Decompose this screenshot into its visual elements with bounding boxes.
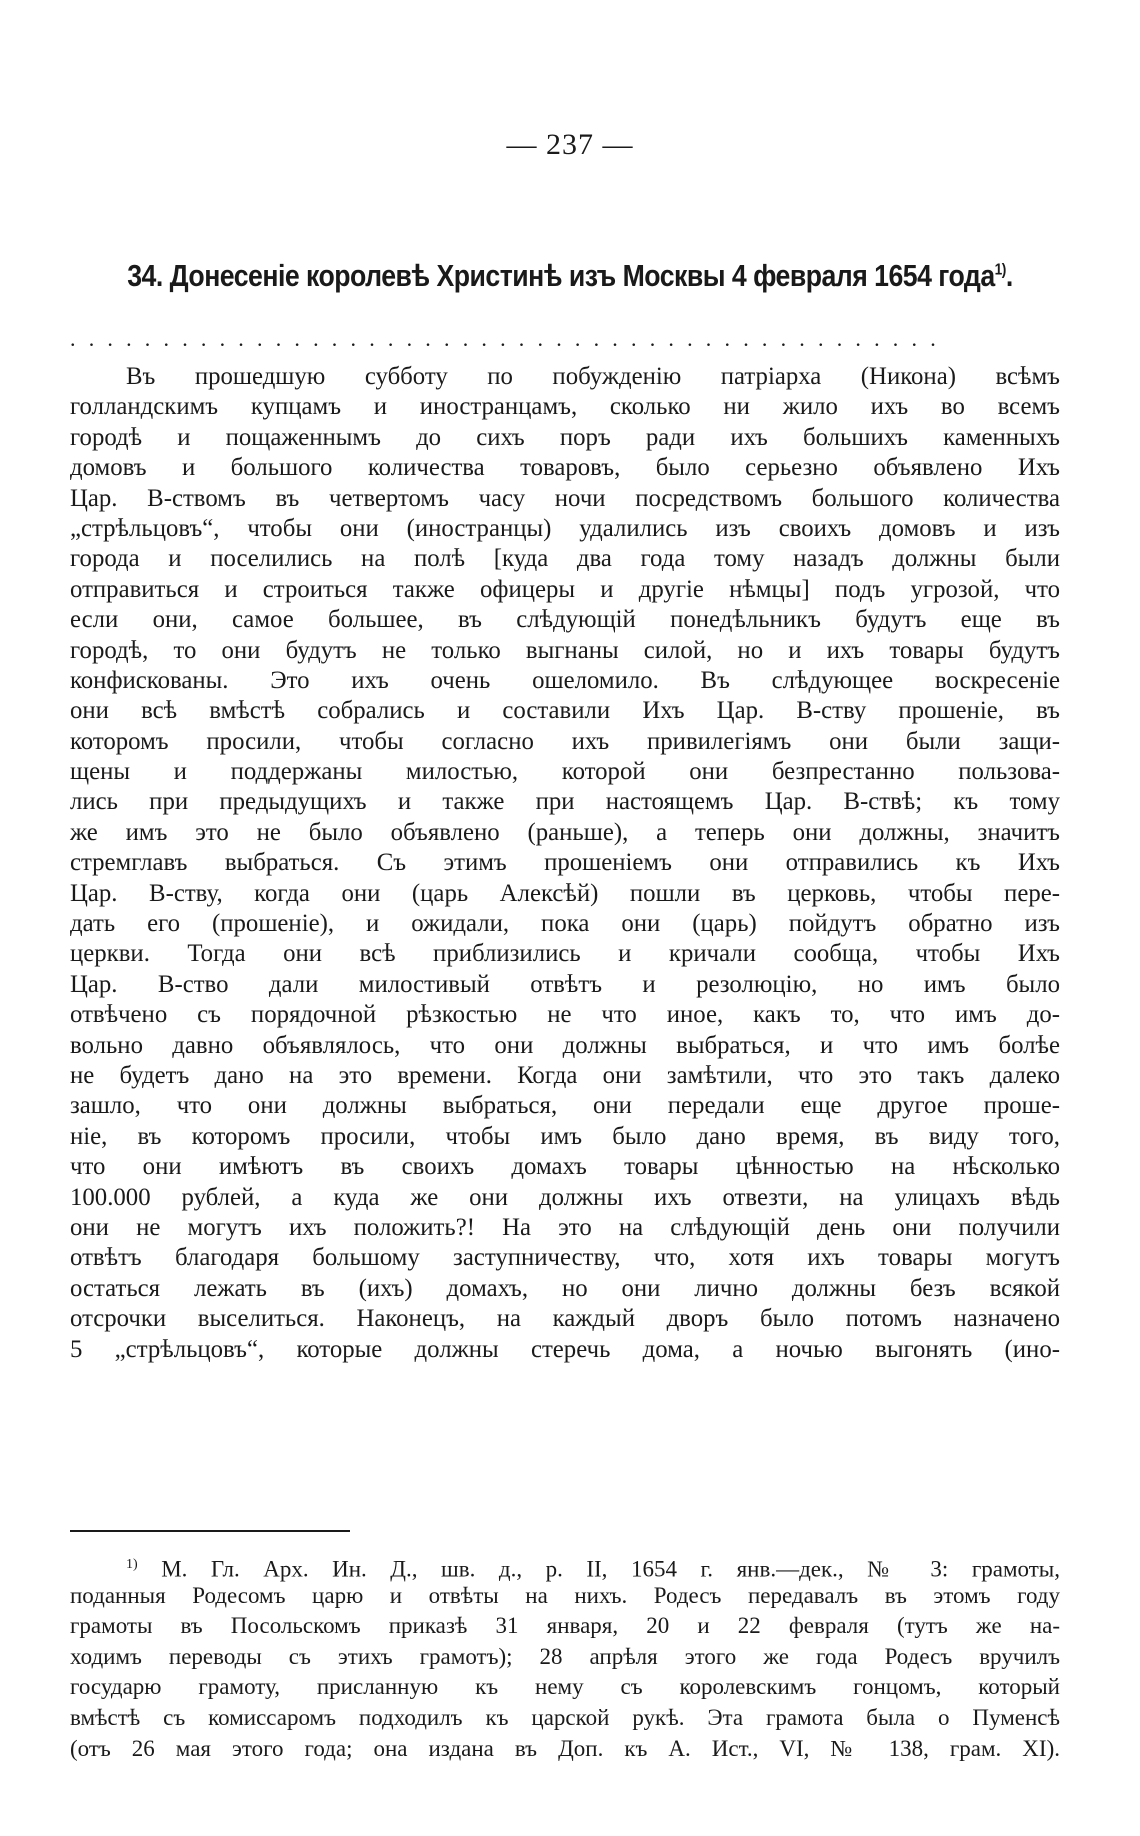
body-line: 5 „стрѣльцовъ“, которые должны стеречь дома, а ночью выгонять (ино-	[70, 1335, 1060, 1363]
body-line: Цар. В-ствомъ въ четвертомъ часу ночи посредствомъ большого количества	[70, 484, 1060, 512]
body-line: „стрѣльцовъ“, чтобы они (иностранцы) удалились изъ своихъ домовъ и изъ	[70, 514, 1060, 542]
footnote-text: М. Гл. Арх. Ин. Д., шв. д., р. II, 1654 г. янв.—дек., № 3: грамоты,	[137, 1556, 1060, 1582]
body-line: городѣ, то они будутъ не только выгнаны силой, но и ихъ товары будутъ	[70, 636, 1060, 664]
body-line: остаться лежать въ (ихъ) домахъ, но они лично должны безъ всякой	[70, 1274, 1060, 1302]
footnote-marker: 1)	[126, 1557, 138, 1572]
body-line: стремглавъ выбраться. Съ этимъ прошеніемъ они отправились къ Ихъ	[70, 849, 1060, 877]
footnote-divider	[70, 1530, 350, 1532]
body-line: 100.000 рублей, а куда же они должны ихъ отвезти, на улицахъ вѣдь	[70, 1183, 1060, 1211]
footnote-line: государю грамоту, присланную къ нему съ королевскимъ гонцомъ, который	[70, 1674, 1060, 1700]
body-line: ніе, въ которомъ просили, чтобы имъ было дано время, въ виду того,	[70, 1122, 1060, 1150]
title-footnote-ref: 1)	[994, 261, 1006, 279]
body-line: вольно давно объявлялось, что они должны выбраться, и что имъ болѣе	[70, 1031, 1060, 1059]
body-line: что они имѣютъ въ своихъ домахъ товары цѣнностью на нѣсколько	[70, 1153, 1060, 1181]
body-line: Цар. В-ству, когда они (царь Алексѣй) пошли въ церковь, чтобы пере-	[70, 879, 1060, 907]
omission-ellipsis: ...............................................	[70, 326, 949, 351]
body-line: конфискованы. Это ихъ очень ошеломило. Въ слѣдующее воскресеніе	[70, 666, 1060, 694]
body-line: зашло, что они должны выбраться, они передали еще другое проше-	[70, 1092, 1060, 1120]
body-line: Въ прошедшую субботу по побужденію патріарха (Никона) всѣмъ	[126, 363, 1060, 390]
body-text	[70, 362, 1060, 1365]
body-line: они всѣ вмѣстѣ собрались и составили Ихъ Цар. В-ству прошеніе, въ	[70, 697, 1060, 725]
page-number: — 237 —	[506, 128, 634, 161]
body-line: они не могутъ ихъ положить?! На это на слѣдующій день они получили	[70, 1213, 1060, 1241]
body-line: церкви. Тогда они всѣ приблизились и кричали сообща, чтобы Ихъ	[70, 940, 1060, 968]
body-line: дать его (прошеніе), и ожидали, пока они (царь) пойдутъ обратно изъ	[70, 910, 1060, 938]
body-line: если они, самое большее, въ слѣдующій понедѣльникъ будутъ еще въ	[70, 606, 1060, 634]
body-line: города и поселились на полѣ [куда два года тому назадъ должны были	[70, 545, 1060, 573]
body-line: которомъ просили, чтобы согласно ихъ привилегіямъ они были защи-	[70, 727, 1060, 755]
footnotes	[70, 1550, 1060, 1764]
footnote-line: поданныя Родесомъ царю и отвѣты на нихъ. Родесъ передавалъ въ этомъ году	[70, 1582, 1060, 1608]
body-line: Цар. В-ство дали милостивый отвѣтъ и резолюцію, но имъ было	[70, 970, 1060, 998]
footnote-line: (отъ 26 мая этого года; она издана въ Доп. къ А. Ист., VI, № 138, грам. XI).	[70, 1735, 1060, 1761]
footnote-line	[70, 1550, 1060, 1581]
body-line: же имъ это не было объявлено (раньше), а теперь они должны, значитъ	[70, 818, 1060, 846]
body-line: щены и поддержаны милостью, которой они безпрестанно пользова-	[70, 758, 1060, 786]
body-line: отвѣтъ благодаря большому заступничеству, что, хотя ихъ товары могутъ	[70, 1244, 1060, 1272]
body-line: отправиться и строиться также офицеры и другіе нѣмцы] подъ угрозой, что	[70, 575, 1060, 603]
title-text: 34. Донесеніе королевѣ Христинѣ изъ Москвы 4 февраля 1654 года	[127, 258, 995, 293]
footnote-line: ходимъ переводы съ этихъ грамотъ); 28 апрѣля этого же года Родесъ вручилъ	[70, 1643, 1060, 1669]
body-line: отсрочки выселиться. Наконецъ, на каждый дворъ было потомъ назначено	[70, 1305, 1060, 1333]
body-line: отвѣчено съ порядочной рѣзкостью не что иное, какъ то, что имъ до-	[70, 1001, 1060, 1029]
body-line: не будетъ дано на это времени. Когда они замѣтили, что это такъ далеко	[70, 1061, 1060, 1089]
document-title: 34. Донесеніе королевѣ Христинѣ изъ Москвы 4 февраля 1654 года$^{1)}$.	[127, 258, 1013, 293]
body-line: домовъ и большого количества товаровъ, было серьезно объявлено Ихъ	[70, 454, 1060, 482]
footnote-line: вмѣстѣ съ комиссаромъ подходилъ къ царской рукѣ. Эта грамота была о Пуменсѣ	[70, 1704, 1060, 1730]
body-line: городѣ и пощаженнымъ до сихъ поръ ради ихъ большихъ каменныхъ	[70, 423, 1060, 451]
body-line: голландскимъ купцамъ и иностранцамъ, сколько ни жило ихъ во всемъ	[70, 393, 1060, 421]
footnote-line: грамоты въ Посольскомъ приказѣ 31 января, 20 и 22 февраля (тутъ же на-	[70, 1613, 1060, 1639]
body-line: лись при предыдущихъ и также при настоящемъ Цар. В-ствѣ; къ тому	[70, 788, 1060, 816]
